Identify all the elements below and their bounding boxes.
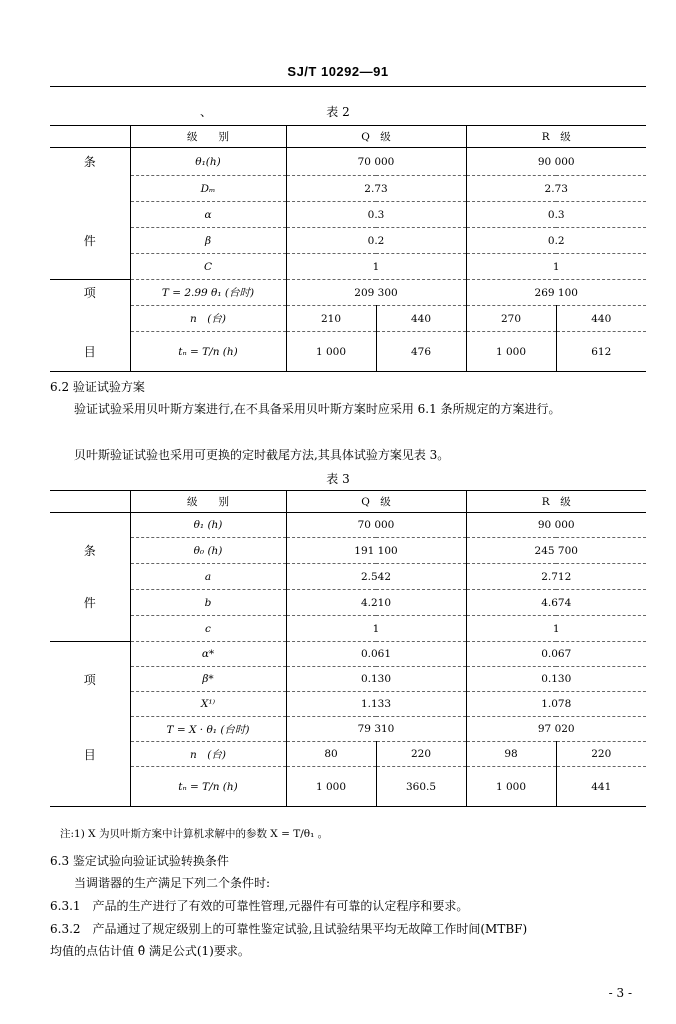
table2-cell: 1 — [286, 254, 466, 280]
table3-cell: 0.130 — [286, 667, 466, 692]
table2-header-r: R 级 — [466, 126, 646, 148]
table3-group-spacer — [50, 767, 130, 807]
table2-row-label: C — [130, 254, 286, 280]
table2-cell: 90 000 — [466, 148, 646, 176]
table2-cell: 440 — [556, 306, 646, 332]
table3-row-label: T = X · θ₁ (台时) — [130, 717, 286, 742]
table2-row-label: T = 2.99 θ₁ (台时) — [130, 280, 286, 306]
table3-cell: 2.542 — [286, 564, 466, 590]
table2-row-label: n (台) — [130, 306, 286, 332]
table2-group-condition-2: 件 — [50, 228, 130, 254]
table2-cell: 210 — [286, 306, 376, 332]
section-6-3-1: 6.3.1 产品的生产进行了有效的可靠性管理,元器件有可靠的认定程序和要求。 — [50, 899, 469, 913]
table3-row-label: α* — [130, 642, 286, 667]
table3-cell: 1 000 — [286, 767, 376, 807]
table2-corner — [50, 126, 130, 148]
table3-cell: 4.674 — [466, 590, 646, 616]
table2-cell: 1 — [466, 254, 646, 280]
table3-cell: 191 100 — [286, 538, 466, 564]
table3-group-spacer — [50, 692, 130, 717]
table3-group-condition-1: 条 — [50, 538, 130, 564]
table-2 — [50, 125, 646, 372]
table3-caption: 表 3 — [326, 472, 350, 486]
table3-group-spacer — [50, 642, 130, 667]
section-6-2-heading: 6.2 验证试验方案 — [50, 380, 145, 394]
table3-header-grade: 级 别 — [130, 491, 286, 513]
table3-cell: 70 000 — [286, 513, 466, 538]
table2-header-q: Q 级 — [286, 126, 466, 148]
section-6-3-heading: 6.3 鉴定试验向验证试验转换条件 — [50, 854, 229, 868]
table3-group-spacer — [50, 564, 130, 590]
section-6-3-2-line-2: 均值的点估计值 θ̂ 满足公式(1)要求。 — [50, 944, 250, 958]
table3-group-spacer — [50, 717, 130, 742]
table3-cell: 245 700 — [466, 538, 646, 564]
page-number: - 3 - — [608, 986, 632, 1000]
table3-cell: 80 — [286, 742, 376, 767]
table3-corner — [50, 491, 130, 513]
table3-cell: 220 — [556, 742, 646, 767]
table2-row-label: θ₁(h) — [130, 148, 286, 176]
table3-group-condition-2: 件 — [50, 590, 130, 616]
table2-header-grade: 级 别 — [130, 126, 286, 148]
table3-cell: 97 020 — [466, 717, 646, 742]
table3-group-item-1: 项 — [50, 667, 130, 692]
table2-cell: 270 — [466, 306, 556, 332]
table3-row-label: θ₁ (h) — [130, 513, 286, 538]
table3-cell: 360.5 — [376, 767, 466, 807]
table3-cell: 1 000 — [466, 767, 556, 807]
table2-cell: 2.73 — [466, 176, 646, 202]
table2-row-label: α — [130, 202, 286, 228]
table3-row-label: θ₀ (h) — [130, 538, 286, 564]
table3-row-label: b — [130, 590, 286, 616]
table3-cell: 4.210 — [286, 590, 466, 616]
table2-caption: 表 2 — [326, 105, 350, 119]
table2-row-label: β — [130, 228, 286, 254]
table2-group-spacer — [50, 176, 130, 202]
table-3 — [50, 490, 646, 807]
table2-cell: 476 — [376, 332, 466, 372]
table3-cell: 90 000 — [466, 513, 646, 538]
table2-cell: 612 — [556, 332, 646, 372]
section-6-3-intro: 当调谐器的生产满足下列二个条件时: — [74, 876, 271, 890]
table3-group-spacer — [50, 616, 130, 642]
table3-cell: 0.061 — [286, 642, 466, 667]
table3-cell: 1.078 — [466, 692, 646, 717]
table3-note: 注:1) X 为贝叶斯方案中计算机求解中的参数 X = T/θ₁ 。 — [60, 828, 329, 840]
table2-group-spacer — [50, 202, 130, 228]
table2-row-label: tₙ = T/n (h) — [130, 332, 286, 372]
table2-cell: 1 000 — [286, 332, 376, 372]
table2-row-label: Dₘ — [130, 176, 286, 202]
table2-cell: 1 000 — [466, 332, 556, 372]
table3-cell: 79 310 — [286, 717, 466, 742]
table3-cell: 1.133 — [286, 692, 466, 717]
table3-header-r: R 级 — [466, 491, 646, 513]
table2-group-item-1: 项 — [50, 280, 130, 306]
document-standard-number: SJ/T 10292—91 — [287, 64, 389, 79]
section-6-2-paragraph-2: 贝叶斯验证试验也采用可更换的定时截尾方法,其具体试验方案见表 3。 — [74, 448, 450, 462]
stray-mark: 、 — [200, 105, 213, 119]
table3-cell: 220 — [376, 742, 466, 767]
table2-cell: 0.2 — [466, 228, 646, 254]
table3-group-spacer — [50, 513, 130, 538]
section-6-2-paragraph-1: 验证试验采用贝叶斯方案进行,在不具备采用贝叶斯方案时应采用 6.1 条所规定的方案进行。 — [74, 402, 561, 416]
table3-row-label: tₙ = T/n (h) — [130, 767, 286, 807]
table3-row-label: β* — [130, 667, 286, 692]
table3-row-label: X¹⁾ — [130, 692, 286, 717]
section-6-3-2-line-1: 6.3.2 产品通过了规定级别上的可靠性鉴定试验,且试验结果平均无故障工作时间(MTBF) — [50, 922, 528, 936]
table2-group-item-2: 目 — [50, 332, 130, 372]
header-rule — [50, 86, 646, 87]
table2-cell: 0.3 — [286, 202, 466, 228]
table2-cell: 0.3 — [466, 202, 646, 228]
table2-cell: 209 300 — [286, 280, 466, 306]
table2-cell: 440 — [376, 306, 466, 332]
table3-cell: 1 — [466, 616, 646, 642]
table2-group-spacer — [50, 254, 130, 280]
table3-row-label: a — [130, 564, 286, 590]
table2-group-spacer — [50, 306, 130, 332]
table2-group-condition-1: 条 — [50, 148, 130, 176]
table3-header-q: Q 级 — [286, 491, 466, 513]
table3-cell: 441 — [556, 767, 646, 807]
table3-row-label: c — [130, 616, 286, 642]
table2-cell: 70 000 — [286, 148, 466, 176]
table2-cell: 2.73 — [286, 176, 466, 202]
table3-cell: 1 — [286, 616, 466, 642]
table3-cell: 98 — [466, 742, 556, 767]
table3-cell: 0.130 — [466, 667, 646, 692]
table3-row-label: n (台) — [130, 742, 286, 767]
table3-cell: 2.712 — [466, 564, 646, 590]
table3-cell: 0.067 — [466, 642, 646, 667]
table2-cell: 0.2 — [286, 228, 466, 254]
table2-cell: 269 100 — [466, 280, 646, 306]
table3-group-item-2: 目 — [50, 742, 130, 767]
